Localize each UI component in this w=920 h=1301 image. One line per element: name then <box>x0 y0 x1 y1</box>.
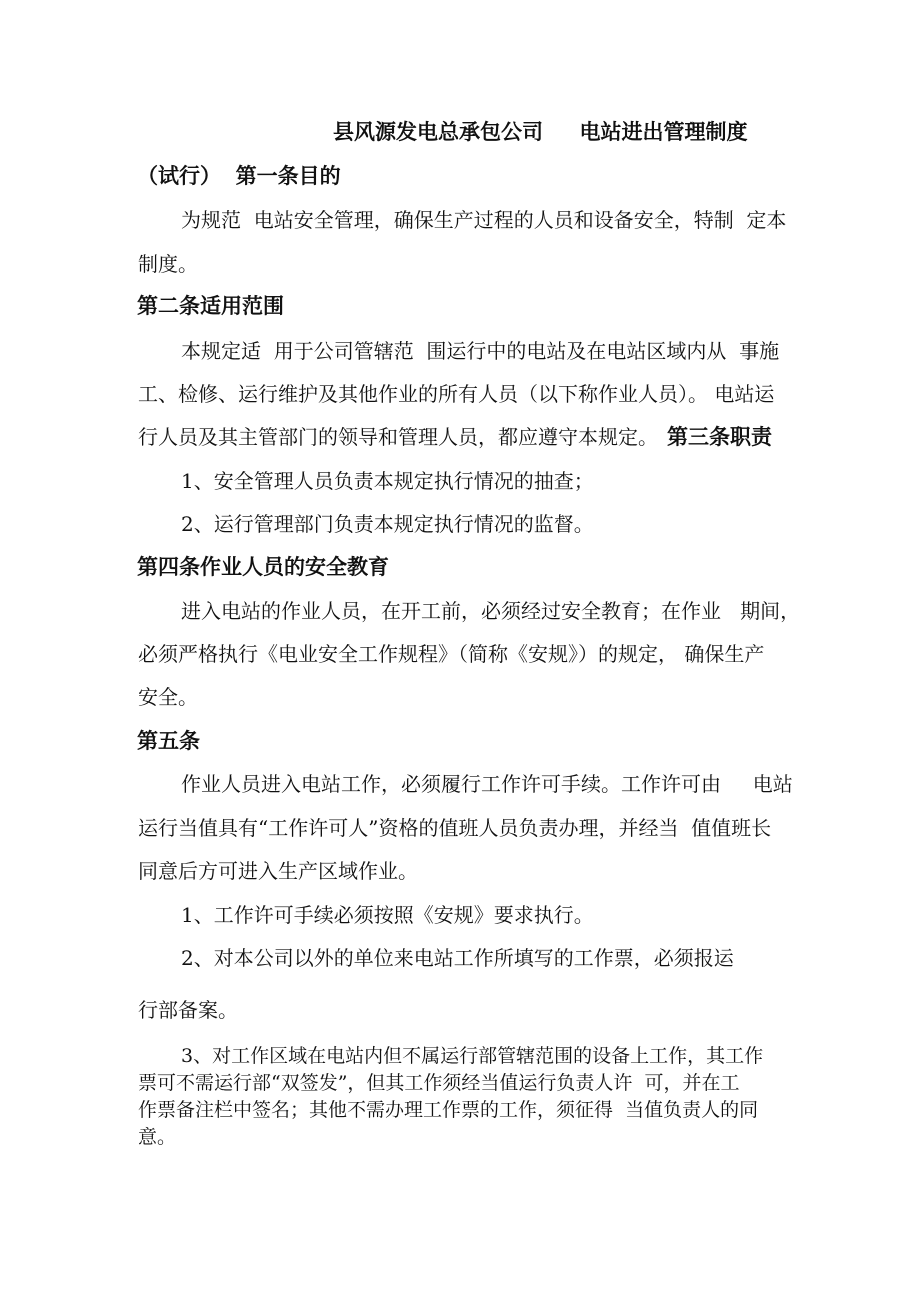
document-title: 县风源发电总承包公司 电站进出管理制度 <box>333 120 748 144</box>
article-2-paragraph-line: 行人员及其主管部门的领导和管理人员，都应遵守本规定。 <box>138 425 658 449</box>
article-2-paragraph-line: 工、检修、运行维护及其他作业的所有人员（以下称作业人员）。 电站运 <box>138 382 775 406</box>
article-5-item-continuation: 作票备注栏中签名；其他不需办理工作票的工作，须征得 当值负责人的同 <box>138 1099 759 1121</box>
article-5-item-continuation: 行部备案。 <box>138 998 238 1022</box>
article-4-heading: 第四条作业人员的安全教育 <box>137 555 389 579</box>
article-5-item-continuation: 票可不需运行部“双签发”，但其工作须经当值运行负责人许 可，并在工 <box>138 1072 740 1094</box>
article-4-paragraph-line: 必须严格执行《电业安全工作规程》（简称《安规》）的规定， 确保生产 <box>138 642 765 666</box>
article-5-item: 1、工作许可手续必须按照《安规》要求执行。 <box>181 903 594 927</box>
article-5-item-continuation: 意。 <box>138 1126 177 1148</box>
article-5-item: 3、对工作区域在电站内但不属运行部管辖范围的设备上工作，其工作 <box>181 1045 764 1067</box>
article-3-item: 1、安全管理人员负责本规定执行情况的抽查； <box>181 469 594 493</box>
article-5-item: 2、对本公司以外的单位来电站工作所填写的工作票，必须报运 <box>181 946 734 970</box>
article-2-paragraph-line: 本规定适 用于公司管辖范 围运行中的电站及在电站区域内从 事施 <box>181 339 780 363</box>
article-5-paragraph-line: 同意后方可进入生产区域作业。 <box>138 859 418 883</box>
article-5-heading: 第五条 <box>137 729 200 753</box>
article-5-paragraph-line: 作业人员进入电站工作，必须履行工作许可手续。工作许可由 电站 <box>181 772 793 796</box>
article-4-paragraph-line: 进入电站的作业人员，在开工前，必须经过安全教育；在作业 期间， <box>181 599 801 623</box>
article-5-paragraph-line: 运行当值具有“工作许可人”资格的值班人员负责办理，并经当 值值班长 <box>138 816 772 840</box>
article-2-heading: 第二条适用范围 <box>137 294 284 318</box>
article-3-heading: 第三条职责 <box>667 425 772 449</box>
article-1-paragraph-line: 制度。 <box>138 252 198 276</box>
article-4-paragraph-line: 安全。 <box>138 685 198 709</box>
article-1-paragraph-line: 为规范 电站安全管理，确保生产过程的人员和设备安全，特制 定本 <box>181 208 787 232</box>
article-3-item: 2、运行管理部门负责本规定执行情况的监督。 <box>181 512 594 536</box>
document-subtitle-article-1-heading: （试行） 第一条目的 <box>137 164 341 188</box>
